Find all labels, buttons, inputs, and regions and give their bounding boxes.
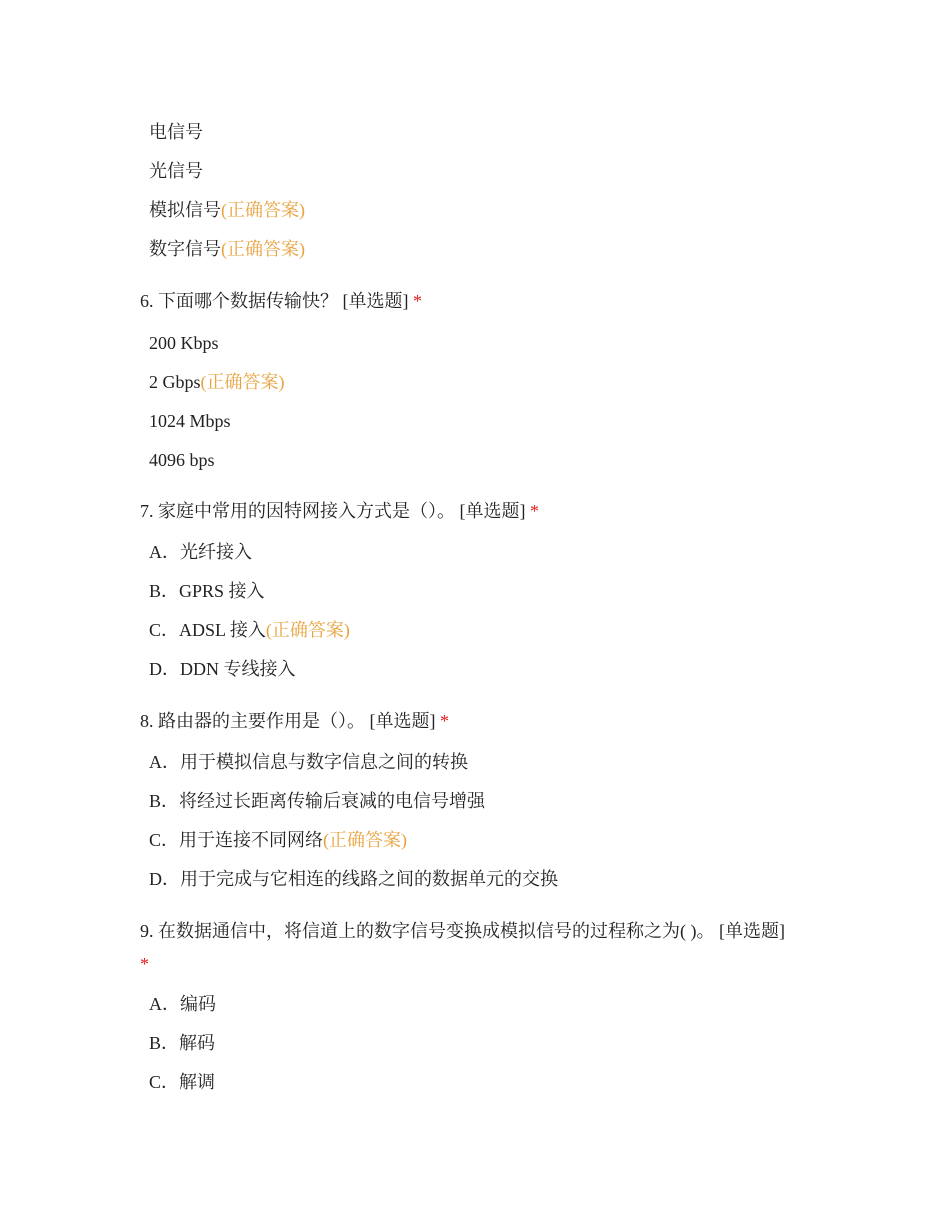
q8-option-b xyxy=(149,789,485,813)
option-text: 电信号 xyxy=(149,122,203,142)
option-text: 200 Kbps xyxy=(149,333,219,353)
question-text: 9. 在数据通信中，将信道上的数字信号变换成模拟信号的过程称之为( )。 [单选题] xyxy=(140,921,785,941)
option-text: C．用于连接不同网络 xyxy=(149,830,324,850)
option-text: A．光纤接入 xyxy=(149,542,252,562)
q5-option-3 xyxy=(149,198,305,222)
option-text: 数字信号 xyxy=(149,239,221,259)
option-text: B．GPRS 接入 xyxy=(149,581,265,601)
required-mark: * xyxy=(140,954,149,974)
option-text: 光信号 xyxy=(149,161,203,181)
q9-option-b xyxy=(149,1031,215,1055)
q5-option-4 xyxy=(149,237,305,261)
question-8-title xyxy=(140,709,449,733)
option-text: A．用于模拟信息与数字信息之间的转换 xyxy=(149,752,468,772)
question-text: 6. 下面哪个数据传输快？ [单选题] xyxy=(140,291,409,311)
option-text: D．用于完成与它相连的线路之间的数据单元的交换 xyxy=(149,869,558,889)
q7-option-b xyxy=(149,579,265,603)
option-text: A．编码 xyxy=(149,994,216,1014)
q9-option-a xyxy=(149,992,216,1016)
question-9-required-line xyxy=(140,952,149,976)
q5-option-1 xyxy=(149,120,203,144)
option-text: D．DDN 专线接入 xyxy=(149,659,296,679)
question-text: 8. 路由器的主要作用是（）。 [单选题] xyxy=(140,711,436,731)
option-text: 模拟信号 xyxy=(149,200,221,220)
option-text: C．ADSL 接入 xyxy=(149,620,266,640)
question-6-title xyxy=(140,289,422,313)
required-mark: * xyxy=(530,501,539,521)
option-text: B．将经过长距离传输后衰减的电信号增强 xyxy=(149,791,486,811)
correct-answer-tag: (正确答案) xyxy=(221,239,305,259)
q6-option-4 xyxy=(149,448,215,472)
required-mark: * xyxy=(413,291,422,311)
question-7-title xyxy=(140,499,539,523)
question-9-title xyxy=(140,919,785,943)
q7-option-d xyxy=(149,657,296,681)
correct-answer-tag: (正确答案) xyxy=(265,620,350,640)
q9-option-c xyxy=(149,1070,215,1094)
q6-option-3 xyxy=(149,409,231,433)
required-mark: * xyxy=(440,711,449,731)
option-text: 4096 bps xyxy=(149,450,215,470)
q6-option-2 xyxy=(149,370,285,394)
q8-option-a xyxy=(149,750,468,774)
option-text: 1024 Mbps xyxy=(149,411,231,431)
option-text: C．解调 xyxy=(149,1072,216,1092)
q6-option-1 xyxy=(149,331,219,355)
option-text: 2 Gbps xyxy=(149,372,201,392)
question-text: 7. 家庭中常用的因特网接入方式是（）。 [单选题] xyxy=(140,501,526,521)
correct-answer-tag: (正确答案) xyxy=(221,200,305,220)
option-text: B．解码 xyxy=(149,1033,216,1053)
correct-answer-tag: (正确答案) xyxy=(200,372,285,392)
q8-option-c xyxy=(149,828,407,852)
q5-option-2 xyxy=(149,159,203,183)
q8-option-d xyxy=(149,867,558,891)
q7-option-a xyxy=(149,540,252,564)
correct-answer-tag: (正确答案) xyxy=(323,830,408,850)
q7-option-c xyxy=(149,618,350,642)
